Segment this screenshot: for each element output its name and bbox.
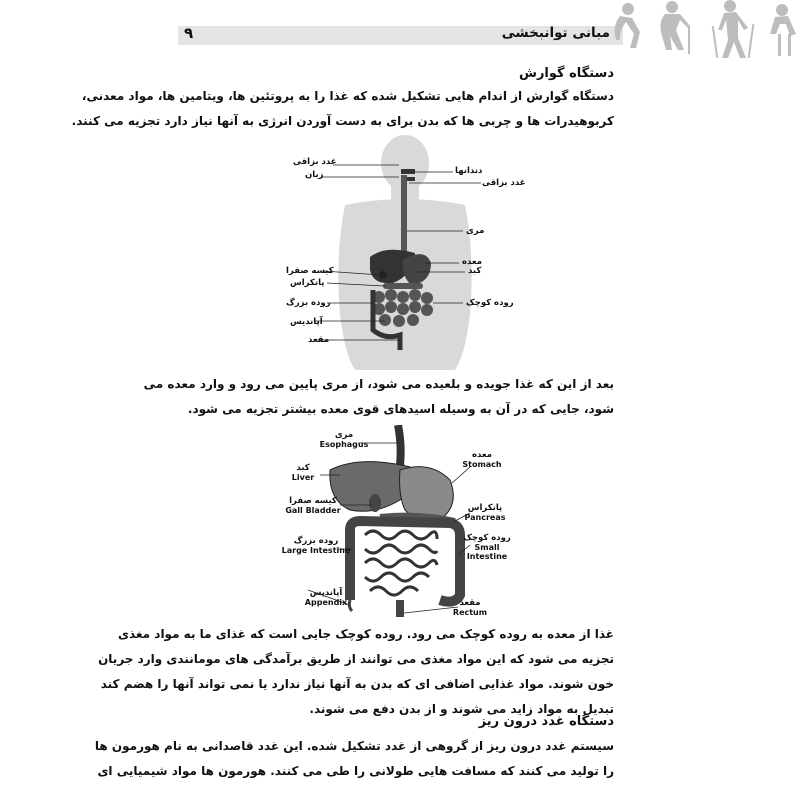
fig1-label-teeth: دندانها — [455, 166, 483, 176]
paragraph-endocrine-intro — [94, 734, 614, 784]
fig2-label-esophagus-fa: مری — [334, 430, 354, 440]
text-line: شود، جایی که در آن به وسیله اسیدهای قوی معده بیشتر تجزیه می شود. — [187, 402, 614, 416]
fig1-label-esophagus: مری — [466, 226, 485, 236]
fig2-label-small-intestine-fa: روده کوچک — [463, 533, 511, 543]
header-decoration-figures — [610, 0, 800, 62]
book-title: مبانی توانبخشی — [501, 25, 610, 41]
fig1-label-stomach: معده — [462, 257, 482, 267]
fig1-label-small-intestine: روده کوچک — [466, 298, 514, 308]
paragraph-stomach — [143, 372, 614, 422]
fig2-label-esophagus-en: Esophagus — [319, 440, 369, 449]
fig2-label-appendix-en: Appendix — [304, 598, 348, 607]
fig1-label-salivary-glands-right: غدد بزاقی — [482, 178, 526, 188]
fig2-label-gall-bladder-en: Gall Bladder — [285, 506, 341, 515]
section-heading-digestive: دستگاه گوارش — [519, 66, 614, 81]
text-line: تجزیه می شود که این مواد مغذی می توانند از طریق برآمدگی های مومانندی وارد جریان — [98, 652, 614, 666]
fig2-label-liver-en: Liver — [291, 473, 315, 482]
fig2-label-gall-bladder — [283, 496, 343, 515]
fig2-label-liver-fa: کبد — [296, 463, 310, 473]
fig1-label-tongue: زبان — [305, 170, 324, 180]
fig1-label-pancreas: پانکراس — [290, 278, 325, 288]
fig2-label-small-intestine-en2: Intestine — [466, 552, 508, 561]
fig2-label-liver — [284, 463, 322, 482]
page-number: ۹ — [184, 24, 194, 42]
fig2-label-stomach — [460, 450, 504, 469]
fig2-label-gall-bladder-fa: کیسه صفرا — [289, 496, 337, 506]
fig2-label-rectum — [448, 598, 492, 617]
text-line: خون شوند. مواد غذایی اضافی ای که بدن به آنها نیاز ندارد یا نمی تواند آنها را هضم کند — [100, 677, 614, 691]
fig2-label-rectum-fa: مقعد — [459, 598, 481, 608]
fig2-label-small-intestine — [462, 533, 512, 561]
text-line: دستگاه گوارش از اندام هایی تشکیل شده که غذا را به پروتئین ها، ویتامین ها، مواد معدنی، — [81, 89, 614, 103]
fig2-label-appendix — [302, 588, 350, 607]
paragraph-digestive-intro — [71, 84, 614, 134]
fig2-label-appendix-fa: آپاندیس — [309, 588, 343, 598]
text-line: غذا از معده به روده کوچک می رود. روده کوچک جایی است که غذای ما به مواد مغذی — [117, 627, 614, 641]
fig2-label-large-intestine — [280, 536, 352, 555]
fig2-label-pancreas-en: Pancreas — [464, 513, 506, 522]
fig2-label-pancreas-fa: پانکراس — [467, 503, 503, 513]
fig2-label-esophagus — [316, 430, 372, 449]
fig2-label-large-intestine-fa: روده بزرگ — [293, 536, 339, 546]
fig2-label-small-intestine-en1: Small — [474, 543, 500, 552]
text-line: تبدیل به مواد زاید می شوند و از بدن دفع می شوند. — [309, 702, 614, 716]
text-line: سیستم غدد درون ریز از گروهی از غدد تشکیل شده. این غدد قاصدانی به نام هورمون ها — [94, 739, 614, 753]
fig2-label-rectum-en: Rectum — [452, 608, 488, 617]
fig2-label-large-intestine-en: Large Intestine — [281, 546, 351, 555]
text-line: کربوهیدرات ها و چربی ها که بدن برای به دست آوردن انرژی به آنها نیاز دارد تجزیه می کنند. — [71, 114, 614, 128]
paragraph-small-intestine — [98, 622, 614, 722]
fig2-label-pancreas — [462, 503, 508, 522]
fig2-label-stomach-fa: معده — [472, 450, 492, 460]
fig1-label-salivary-glands: غدد بزاقی — [293, 157, 337, 167]
fig2-label-stomach-en: Stomach — [462, 460, 502, 469]
fig1-label-appendix: آپاندیس — [290, 317, 323, 327]
fig1-label-rectum: مقعد — [308, 335, 330, 345]
text-line: را تولید می کنند که مسافت هایی طولانی را طی می کنند. هورمون ها مواد شیمیایی ای — [97, 764, 614, 778]
fig1-label-liver: کبد — [468, 266, 482, 276]
text-line: بعد از این که غذا جویده و بلعیده می شود، از مری پایین می رود و وارد معده می — [143, 377, 614, 391]
section-heading-endocrine: دستگاه غدد درون ریز — [478, 714, 614, 729]
fig1-label-gall-bladder: کیسه صفرا — [286, 266, 334, 276]
fig1-label-large-intestine: روده بزرگ — [286, 298, 331, 308]
